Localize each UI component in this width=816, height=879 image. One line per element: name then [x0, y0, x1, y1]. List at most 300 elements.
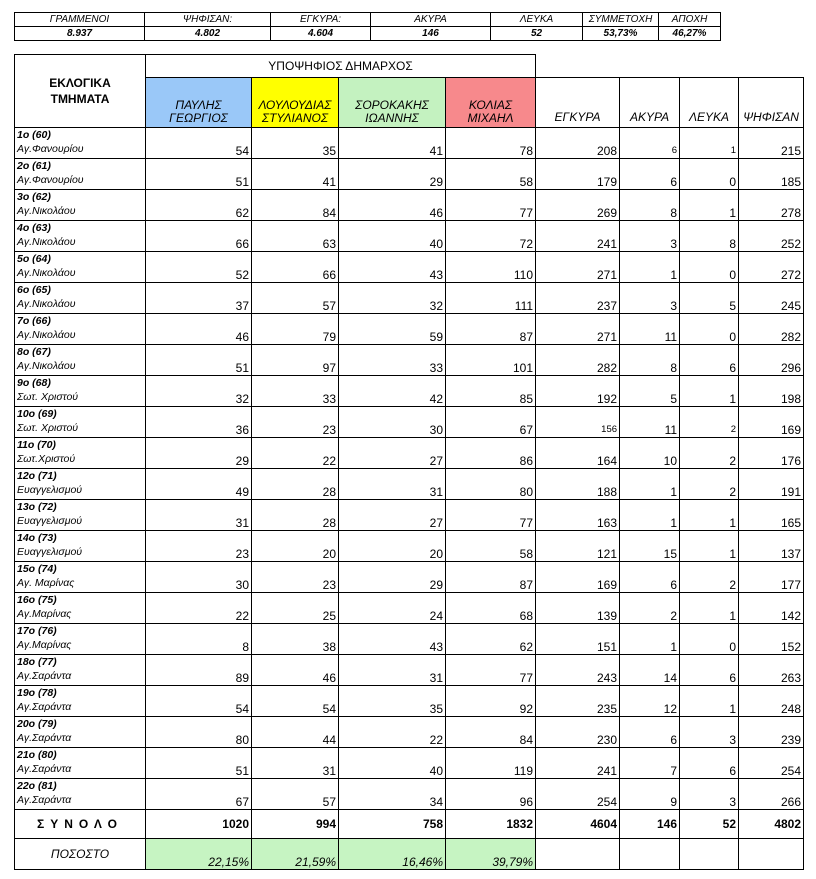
cell-louloudias: 20 — [252, 531, 339, 562]
cell-pavlis: 37 — [146, 283, 252, 314]
cell-louloudias: 35 — [252, 128, 339, 159]
cell-voted: 165 — [739, 500, 804, 531]
candidate-header-kolias — [446, 78, 536, 128]
district-name — [15, 562, 146, 593]
percent-empty-invalid — [620, 839, 680, 870]
district-location: Αγ.Φανουρίου — [17, 174, 84, 186]
cell-pavlis: 66 — [146, 221, 252, 252]
cell-valid: 254 — [536, 779, 620, 810]
district-number: 9ο (68) — [17, 377, 51, 389]
cell-valid: 271 — [536, 252, 620, 283]
cell-kolias: 92 — [446, 686, 536, 717]
candidate-2-line1: ΛΟΥΛΟΥΔΙΑΣ — [258, 98, 332, 112]
cell-sorokakis: 40 — [339, 221, 446, 252]
table-row — [15, 500, 804, 531]
candidate-3-line2: ΙΩΑΝΝΗΣ — [365, 111, 419, 125]
total-sorokakis: 758 — [339, 810, 446, 839]
district-location: Αγ.Σαράντα — [17, 732, 72, 744]
summary-header-abstention: ΑΠΟΧΗ — [659, 13, 721, 27]
cell-kolias: 58 — [446, 159, 536, 190]
candidates-title: ΥΠΟΨΗΦΙΟΣ ΔΗΜΑΡΧΟΣ — [146, 55, 536, 78]
district-number: 17ο (76) — [17, 625, 57, 637]
cell-invalid: 14 — [620, 655, 680, 686]
cell-valid: 156 — [536, 407, 620, 438]
cell-kolias: 58 — [446, 531, 536, 562]
total-valid: 4604 — [536, 810, 620, 839]
cell-valid: 151 — [536, 624, 620, 655]
cell-invalid: 7 — [620, 748, 680, 779]
table-row — [15, 531, 804, 562]
cell-pavlis: 36 — [146, 407, 252, 438]
cell-pavlis: 67 — [146, 779, 252, 810]
district-number: 19ο (78) — [17, 687, 57, 699]
cell-louloudias: 28 — [252, 500, 339, 531]
cell-louloudias: 84 — [252, 190, 339, 221]
cell-valid: 163 — [536, 500, 620, 531]
percent-sorokakis: 16,46% — [339, 839, 446, 870]
cell-invalid: 1 — [620, 500, 680, 531]
district-location: Σωτ. Χριστού — [17, 422, 79, 434]
district-name — [15, 252, 146, 283]
table-row — [15, 686, 804, 717]
cell-kolias: 77 — [446, 655, 536, 686]
total-kolias: 1832 — [446, 810, 536, 839]
cell-voted: 239 — [739, 717, 804, 748]
cell-pavlis: 49 — [146, 469, 252, 500]
district-location: Αγ.Φανουρίου — [17, 143, 84, 155]
candidate-header-pavlis — [146, 78, 252, 128]
cell-louloudias: 31 — [252, 748, 339, 779]
cell-louloudias: 66 — [252, 252, 339, 283]
stat-header-valid: ΕΓΚΥΡΑ — [536, 78, 620, 128]
district-name — [15, 376, 146, 407]
cell-blank: 5 — [680, 283, 739, 314]
summary-header-blank: ΛΕΥΚΑ — [491, 13, 583, 27]
summary-header-voted: ΨΗΦΙΣΑΝ: — [145, 13, 271, 27]
cell-voted: 245 — [739, 283, 804, 314]
cell-kolias: 87 — [446, 562, 536, 593]
cell-louloudias: 22 — [252, 438, 339, 469]
district-name — [15, 624, 146, 655]
results-table — [14, 54, 804, 870]
percent-louloudias: 21,59% — [252, 839, 339, 870]
candidate-header-sorokakis — [339, 78, 446, 128]
cell-pavlis: 32 — [146, 376, 252, 407]
cell-blank: 0 — [680, 252, 739, 283]
cell-louloudias: 44 — [252, 717, 339, 748]
table-row — [15, 624, 804, 655]
cell-blank: 2 — [680, 469, 739, 500]
cell-valid: 121 — [536, 531, 620, 562]
district-location: Σωτ. Χριστού — [17, 391, 79, 403]
table-row — [15, 128, 804, 159]
cell-invalid: 10 — [620, 438, 680, 469]
district-location: Αγ. Μαρίνας — [17, 577, 75, 589]
cell-invalid: 3 — [620, 283, 680, 314]
cell-sorokakis: 22 — [339, 717, 446, 748]
summary-values-row — [15, 27, 721, 41]
table-row — [15, 159, 804, 190]
district-name — [15, 345, 146, 376]
cell-pavlis: 89 — [146, 655, 252, 686]
cell-kolias: 111 — [446, 283, 536, 314]
district-number: 13ο (72) — [17, 501, 57, 513]
cell-valid: 243 — [536, 655, 620, 686]
summary-value-voted: 4.802 — [145, 27, 271, 41]
district-name — [15, 469, 146, 500]
table-row — [15, 779, 804, 810]
district-number: 11ο (70) — [17, 439, 56, 451]
summary-value-registered: 8.937 — [15, 27, 145, 41]
percent-pavlis: 22,15% — [146, 839, 252, 870]
stat-header-voted: ΨΗΦΙΣΑΝ — [739, 78, 804, 128]
cell-invalid: 9 — [620, 779, 680, 810]
district-number: 15ο (74) — [17, 563, 57, 575]
cell-sorokakis: 35 — [339, 686, 446, 717]
cell-louloudias: 23 — [252, 562, 339, 593]
table-row — [15, 469, 804, 500]
cell-voted: 191 — [739, 469, 804, 500]
cell-blank: 1 — [680, 593, 739, 624]
cell-sorokakis: 29 — [339, 562, 446, 593]
cell-kolias: 77 — [446, 190, 536, 221]
cell-invalid: 12 — [620, 686, 680, 717]
cell-louloudias: 28 — [252, 469, 339, 500]
cell-pavlis: 46 — [146, 314, 252, 345]
cell-sorokakis: 43 — [339, 624, 446, 655]
table-row — [15, 593, 804, 624]
cell-voted: 137 — [739, 531, 804, 562]
table-row — [15, 438, 804, 469]
cell-voted: 254 — [739, 748, 804, 779]
cell-voted: 296 — [739, 345, 804, 376]
district-number: 6ο (65) — [17, 284, 51, 296]
summary-header-invalid: ΑΚΥΡΑ — [371, 13, 491, 27]
cell-sorokakis: 20 — [339, 531, 446, 562]
district-number: 2ο (61) — [17, 160, 51, 172]
summary-value-invalid: 146 — [371, 27, 491, 41]
cell-kolias: 67 — [446, 407, 536, 438]
cell-valid: 241 — [536, 748, 620, 779]
district-name — [15, 438, 146, 469]
cell-invalid: 11 — [620, 314, 680, 345]
table-row — [15, 717, 804, 748]
district-number: 3ο (62) — [17, 191, 51, 203]
cell-valid: 237 — [536, 283, 620, 314]
cell-blank: 0 — [680, 624, 739, 655]
district-number: 18ο (77) — [17, 656, 57, 668]
candidate-3-line1: ΣΟΡΟΚΑΚΗΣ — [355, 98, 429, 112]
cell-pavlis: 54 — [146, 128, 252, 159]
cell-kolias: 80 — [446, 469, 536, 500]
cell-pavlis: 80 — [146, 717, 252, 748]
cell-pavlis: 51 — [146, 345, 252, 376]
percent-empty-valid — [536, 839, 620, 870]
district-name — [15, 779, 146, 810]
district-location: Αγ.Σαράντα — [17, 670, 72, 682]
cell-pavlis: 52 — [146, 252, 252, 283]
candidate-4-line1: ΚΟΛΙΑΣ — [468, 98, 513, 112]
table-row — [15, 748, 804, 779]
district-location: Αγ.Νικολάου — [17, 205, 76, 217]
total-pavlis: 1020 — [146, 810, 252, 839]
district-name — [15, 717, 146, 748]
cell-blank: 8 — [680, 221, 739, 252]
table-row — [15, 221, 804, 252]
cell-voted: 177 — [739, 562, 804, 593]
cell-invalid: 1 — [620, 624, 680, 655]
percent-row — [15, 839, 804, 870]
district-location: Αγ.Σαράντα — [17, 794, 72, 806]
district-number: 4ο (63) — [17, 222, 51, 234]
cell-sorokakis: 42 — [339, 376, 446, 407]
cell-pavlis: 29 — [146, 438, 252, 469]
cell-voted: 278 — [739, 190, 804, 221]
cell-sorokakis: 59 — [339, 314, 446, 345]
district-number: 12ο (71) — [17, 470, 57, 482]
cell-valid: 208 — [536, 128, 620, 159]
cell-blank: 1 — [680, 190, 739, 221]
cell-voted: 266 — [739, 779, 804, 810]
cell-valid: 230 — [536, 717, 620, 748]
district-number: 16ο (75) — [17, 594, 57, 606]
cell-invalid: 6 — [620, 128, 680, 159]
cell-blank: 0 — [680, 159, 739, 190]
district-location: Αγ.Σαράντα — [17, 763, 72, 775]
cell-kolias: 101 — [446, 345, 536, 376]
cell-voted: 272 — [739, 252, 804, 283]
district-number: 21ο (80) — [17, 749, 57, 761]
candidate-4-line2: ΜΙΧΑΗΛ — [467, 111, 514, 125]
candidate-header-louloudias — [252, 78, 339, 128]
table-row — [15, 190, 804, 221]
cell-blank: 1 — [680, 686, 739, 717]
cell-sorokakis: 30 — [339, 407, 446, 438]
cell-pavlis: 8 — [146, 624, 252, 655]
cell-pavlis: 54 — [146, 686, 252, 717]
cell-pavlis: 62 — [146, 190, 252, 221]
cell-blank: 1 — [680, 531, 739, 562]
percent-empty-voted — [739, 839, 804, 870]
cell-invalid: 8 — [620, 345, 680, 376]
districts-header — [15, 55, 146, 128]
table-row — [15, 655, 804, 686]
cell-invalid: 6 — [620, 717, 680, 748]
cell-valid: 241 — [536, 221, 620, 252]
cell-louloudias: 38 — [252, 624, 339, 655]
district-location: Ευαγγελισμού — [17, 484, 83, 496]
candidate-1-line2: ΓΕΩΡΓΙΟΣ — [169, 111, 228, 125]
cell-sorokakis: 40 — [339, 748, 446, 779]
district-name — [15, 655, 146, 686]
district-location: Σωτ.Χριστού — [17, 453, 76, 465]
stat-header-invalid: ΑΚΥΡΑ — [620, 78, 680, 128]
summary-table — [14, 12, 721, 41]
cell-invalid: 11 — [620, 407, 680, 438]
cell-kolias: 86 — [446, 438, 536, 469]
summary-value-turnout: 53,73% — [583, 27, 659, 41]
cell-invalid: 15 — [620, 531, 680, 562]
cell-blank: 2 — [680, 407, 739, 438]
cell-voted: 169 — [739, 407, 804, 438]
cell-invalid: 8 — [620, 190, 680, 221]
total-row — [15, 810, 804, 839]
district-location: Αγ.Νικολάου — [17, 298, 76, 310]
cell-valid: 188 — [536, 469, 620, 500]
cell-sorokakis: 32 — [339, 283, 446, 314]
cell-voted: 263 — [739, 655, 804, 686]
cell-voted: 215 — [739, 128, 804, 159]
cell-voted: 198 — [739, 376, 804, 407]
summary-header-turnout: ΣΥΜΜΕΤΟΧΗ — [583, 13, 659, 27]
stat-header-blank: ΛΕΥΚΑ — [680, 78, 739, 128]
district-number: 20ο (79) — [17, 718, 57, 730]
cell-sorokakis: 33 — [339, 345, 446, 376]
cell-voted: 176 — [739, 438, 804, 469]
cell-invalid: 3 — [620, 221, 680, 252]
cell-kolias: 84 — [446, 717, 536, 748]
percent-label: ΠΟΣΟΣΤΟ — [15, 839, 146, 870]
cell-pavlis: 51 — [146, 159, 252, 190]
table-row — [15, 252, 804, 283]
districts-header-line1: ΕΚΛΟΓΙΚΑ — [49, 76, 111, 90]
district-location: Αγ.Νικολάου — [17, 236, 76, 248]
cell-louloudias: 25 — [252, 593, 339, 624]
cell-sorokakis: 34 — [339, 779, 446, 810]
cell-invalid: 6 — [620, 562, 680, 593]
header-row-1 — [15, 55, 804, 78]
district-number: 22ο (81) — [17, 780, 57, 792]
cell-sorokakis: 31 — [339, 469, 446, 500]
cell-voted: 252 — [739, 221, 804, 252]
district-name — [15, 593, 146, 624]
cell-kolias: 78 — [446, 128, 536, 159]
cell-pavlis: 30 — [146, 562, 252, 593]
cell-louloudias: 63 — [252, 221, 339, 252]
cell-sorokakis: 43 — [339, 252, 446, 283]
cell-sorokakis: 46 — [339, 190, 446, 221]
cell-kolias: 85 — [446, 376, 536, 407]
cell-kolias: 68 — [446, 593, 536, 624]
district-name — [15, 407, 146, 438]
cell-blank: 2 — [680, 562, 739, 593]
cell-sorokakis: 24 — [339, 593, 446, 624]
district-name — [15, 500, 146, 531]
cell-sorokakis: 29 — [339, 159, 446, 190]
cell-kolias: 119 — [446, 748, 536, 779]
cell-sorokakis: 41 — [339, 128, 446, 159]
cell-valid: 192 — [536, 376, 620, 407]
district-location: Ευαγγελισμού — [17, 515, 83, 527]
cell-louloudias: 23 — [252, 407, 339, 438]
cell-sorokakis: 27 — [339, 500, 446, 531]
district-number: 7ο (66) — [17, 315, 51, 327]
district-location: Αγ.Νικολάου — [17, 360, 76, 372]
cell-louloudias: 97 — [252, 345, 339, 376]
cell-pavlis: 23 — [146, 531, 252, 562]
cell-blank: 2 — [680, 438, 739, 469]
cell-kolias: 110 — [446, 252, 536, 283]
table-row — [15, 562, 804, 593]
percent-kolias: 39,79% — [446, 839, 536, 870]
summary-header-valid: ΕΓΚΥΡΑ: — [271, 13, 371, 27]
district-location: Αγ.Μαρίνας — [17, 639, 72, 651]
district-location: Ευαγγελισμού — [17, 546, 83, 558]
district-location: Αγ.Νικολάου — [17, 267, 76, 279]
cell-pavlis: 22 — [146, 593, 252, 624]
table-row — [15, 314, 804, 345]
district-name — [15, 531, 146, 562]
cell-louloudias: 33 — [252, 376, 339, 407]
cell-valid: 282 — [536, 345, 620, 376]
district-location: Αγ.Σαράντα — [17, 701, 72, 713]
district-location: Αγ.Μαρίνας — [17, 608, 72, 620]
cell-invalid: 1 — [620, 469, 680, 500]
cell-louloudias: 46 — [252, 655, 339, 686]
cell-blank: 1 — [680, 128, 739, 159]
district-name — [15, 283, 146, 314]
cell-invalid: 1 — [620, 252, 680, 283]
cell-blank: 6 — [680, 345, 739, 376]
table-row — [15, 345, 804, 376]
cell-invalid: 6 — [620, 159, 680, 190]
cell-louloudias: 54 — [252, 686, 339, 717]
cell-blank: 3 — [680, 717, 739, 748]
cell-louloudias: 41 — [252, 159, 339, 190]
summary-header-registered: ΓΡΑΜΜΕΝΟΙ — [15, 13, 145, 27]
summary-value-valid: 4.604 — [271, 27, 371, 41]
districts-header-line2: ΤΜΗΜΑΤΑ — [50, 92, 110, 106]
cell-voted: 248 — [739, 686, 804, 717]
cell-pavlis: 31 — [146, 500, 252, 531]
cell-valid: 164 — [536, 438, 620, 469]
district-name — [15, 748, 146, 779]
cell-kolias: 87 — [446, 314, 536, 345]
cell-valid: 269 — [536, 190, 620, 221]
district-number: 5ο (64) — [17, 253, 51, 265]
cell-valid: 139 — [536, 593, 620, 624]
cell-sorokakis: 31 — [339, 655, 446, 686]
cell-kolias: 62 — [446, 624, 536, 655]
summary-header-row — [15, 13, 721, 27]
cell-kolias: 72 — [446, 221, 536, 252]
cell-kolias: 96 — [446, 779, 536, 810]
district-name — [15, 221, 146, 252]
candidate-2-line2: ΣΤΥΛΙΑΝΟΣ — [261, 111, 329, 125]
total-louloudias: 994 — [252, 810, 339, 839]
cell-invalid: 5 — [620, 376, 680, 407]
cell-invalid: 2 — [620, 593, 680, 624]
summary-value-abstention: 46,27% — [659, 27, 721, 41]
total-blank: 52 — [680, 810, 739, 839]
candidate-1-line1: ΠΑΥΛΗΣ — [175, 98, 222, 112]
cell-sorokakis: 27 — [339, 438, 446, 469]
district-name — [15, 314, 146, 345]
cell-voted: 185 — [739, 159, 804, 190]
cell-kolias: 77 — [446, 500, 536, 531]
cell-valid: 179 — [536, 159, 620, 190]
cell-louloudias: 79 — [252, 314, 339, 345]
district-number: 1ο (60) — [17, 129, 51, 141]
cell-blank: 1 — [680, 500, 739, 531]
cell-blank: 6 — [680, 655, 739, 686]
summary-value-blank: 52 — [491, 27, 583, 41]
total-invalid: 146 — [620, 810, 680, 839]
cell-valid: 271 — [536, 314, 620, 345]
cell-pavlis: 51 — [146, 748, 252, 779]
cell-blank: 1 — [680, 376, 739, 407]
district-number: 14ο (73) — [17, 532, 57, 544]
